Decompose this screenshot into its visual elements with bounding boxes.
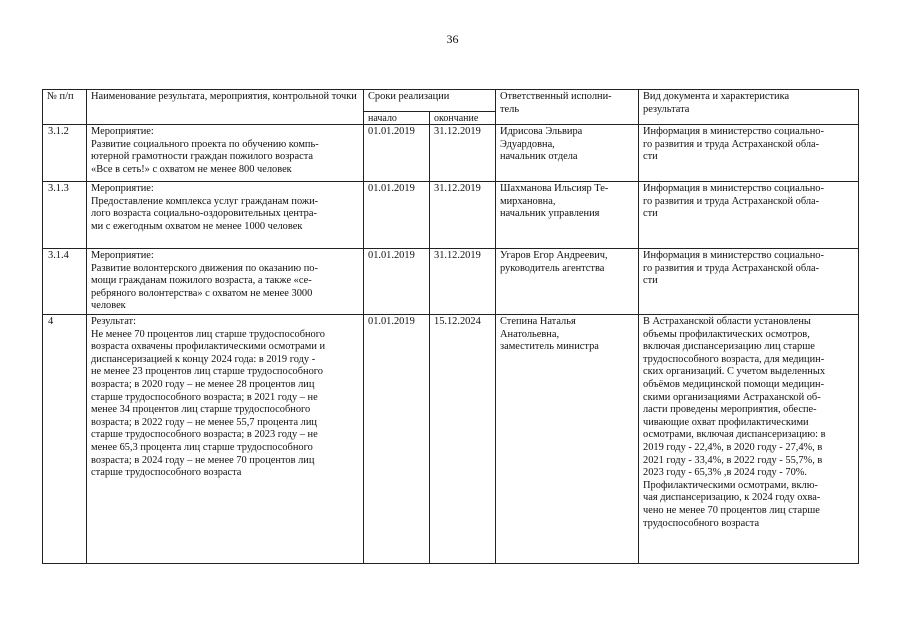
table-header-row [43, 90, 859, 112]
header-num: № п/п [43, 90, 87, 125]
row-responsible: Шахманова Ильсияр Те- мирхановна, начальник управления [496, 182, 639, 249]
row-document: Информация в министерство социально- го развития и труда Астраханской обла- сти [639, 125, 859, 182]
row-name: Результат: Не менее 70 процентов лиц старше трудоспособного возраста охвачены профилактическими осмотрами и диспансеризацией к концу 2024 года: в 2019 году - не менее 23 процентов лиц старше трудоспособного возраста; в 2020 году – не менее 28 процентов лиц старше трудоспособного возраста; в 2021 году – не менее 34 процентов лиц старше трудоспособного возраста; в 2022 году – не менее 55,7 процента лиц старше трудоспособного возраста; в 2023 году – не менее 65,3 процента лиц старше трудоспособного возраста; в 2024 году – не менее 70 процентов лиц старше трудоспособного возраста [87, 315, 364, 564]
table-row [43, 182, 859, 249]
row-start-date: 01.01.2019 [364, 125, 430, 182]
row-responsible: Степина Наталья Анатольевна, заместитель министра [496, 315, 639, 564]
row-end-date: 31.12.2019 [430, 182, 496, 249]
table-row [43, 315, 859, 564]
page-number: 36 [446, 32, 459, 46]
row-number: 3.1.4 [43, 249, 87, 315]
results-table [42, 89, 859, 564]
row-document: Информация в министерство социально- го развития и труда Астраханской обла- сти [639, 182, 859, 249]
row-start-date: 01.01.2019 [364, 315, 430, 564]
row-start-date: 01.01.2019 [364, 182, 430, 249]
row-number: 4 [43, 315, 87, 564]
row-name: Мероприятие: Развитие волонтерского движения по оказанию по- мощи гражданам пожилого возраста, а также «се- ребряного волонтерства» с охватом не менее 3000 человек [87, 249, 364, 315]
row-responsible: Идрисова Эльвира Эдуардовна, начальник отдела [496, 125, 639, 182]
header-name: Наименование результата, мероприятия, контрольной точки [87, 90, 364, 125]
table-row [43, 249, 859, 315]
row-name: Мероприятие: Предоставление комплекса услуг гражданам пожи- лого возраста социально-оздоровительных центра- ми с ежегодным охватом не менее 1000 человек [87, 182, 364, 249]
row-end-date: 31.12.2019 [430, 249, 496, 315]
row-name: Мероприятие: Развитие социального проекта по обучению компь- ютерной грамотности граждан пожилого возраста «Все в сеть!» с охватом не менее 800 человек [87, 125, 364, 182]
row-responsible: Угаров Егор Андреевич, руководитель агентства [496, 249, 639, 315]
row-end-date: 31.12.2019 [430, 125, 496, 182]
header-document: Вид документа и характеристика результата [639, 90, 859, 125]
row-end-date: 15.12.2024 [430, 315, 496, 564]
row-document: Информация в министерство социально- го развития и труда Астраханской обла- сти [639, 249, 859, 315]
row-number: 3.1.2 [43, 125, 87, 182]
header-start: начало [364, 112, 430, 125]
row-start-date: 01.01.2019 [364, 249, 430, 315]
header-responsible: Ответственный исполни- тель [496, 90, 639, 125]
table-row [43, 125, 859, 182]
header-end: окончание [430, 112, 496, 125]
row-number: 3.1.3 [43, 182, 87, 249]
header-deadlines: Сроки реализации [364, 90, 496, 112]
row-document: В Астраханской области установлены объемы профилактических осмотров, включая диспансеризацию лиц старше трудоспособного возраста, для медицин- ских организаций. С учетом выделенных объёмов медицинской помощи медицин- скими организациями Астраханской об- ласти проведены мероприятия, обеспе- чивающие охват профилактическими осмотрами, включая диспансеризацию: в 2019 году - 22,4%, в 2020 году - 27,4%, в 2021 году - 33,4%, в 2022 году - 55,7%, в 2023 году - 65,3% ,в 2024 году - 70%. Профилактическими осмотрами, вклю- чая диспансеризацию, к 2024 году охва- чено не менее 70 процентов лиц старше трудоспособного возраста [639, 315, 859, 564]
